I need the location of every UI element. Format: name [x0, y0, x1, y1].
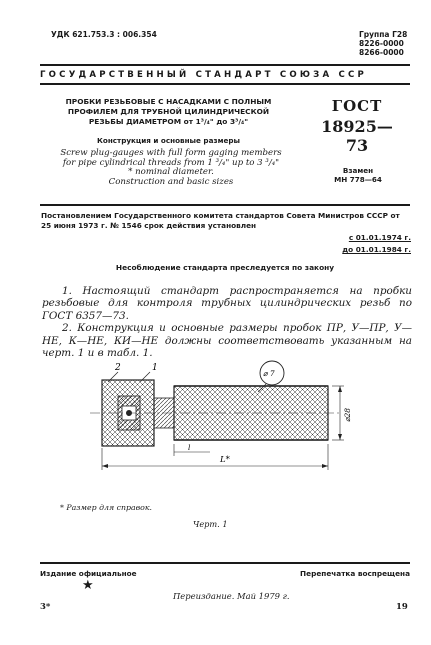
law-notice: Несоблюдение стандарта преследуется по закону — [115, 263, 335, 272]
footer-rule — [40, 562, 410, 564]
gost-number: 18925—73 — [321, 117, 393, 155]
title-rule — [40, 204, 410, 206]
subtitle-ru: Конструкция и основные размеры — [97, 136, 240, 145]
group-code-2: 8266-0000 — [359, 48, 404, 57]
group-codes — [359, 30, 407, 57]
gost-block — [312, 97, 402, 155]
plug-gauge-drawing — [60, 352, 360, 484]
udk-code: УДК 621.753.3 : 006.354 — [51, 30, 157, 39]
reprint-notice: Перепечатка воспрещена — [300, 569, 410, 578]
diameter-label: ⌀28 — [343, 407, 352, 422]
decree-text: Постановлением Государственного комитета стандартов Совета Министров СССР от 25 июня 1973 г. № 1546 срок действия установлен — [41, 211, 400, 230]
title-en-line-4: Construction and basic sizes — [108, 176, 234, 187]
label-1: 1 — [152, 363, 158, 373]
footnote: * Размер для справок. — [60, 503, 153, 512]
top-rule — [40, 64, 410, 66]
title-ru-line-3: РЕЗЬБЫ ДИАМЕТРОМ от 1³/₄" до 3³/₄" — [88, 117, 249, 127]
label-2: 2 — [115, 363, 121, 373]
title-ru-line-1: ПРОБКИ РЕЗЬБОВЫЕ С НАСАДКАМИ С ПОЛНЫМ — [65, 97, 272, 106]
date-to: до 01.01.1984 г. — [342, 245, 411, 254]
gost-label: ГОСТ — [331, 97, 383, 115]
threaded-body — [174, 386, 328, 440]
roughness-label: ⌀ 7 — [263, 369, 275, 378]
title-en-line-2: for pipe cylindrical threads from 1 ³/₄" up to 3 ³/₄" — [62, 157, 280, 168]
paragraph-2: 2. Конструкция и основные размеры пробок ПР, У—ПР, У—НЕ, К—НЕ, КИ—НЕ должны соответствовать указанным на черт. 1 и в табл. 1. — [42, 322, 412, 360]
star-icon: ★ — [82, 578, 94, 593]
reissue-note: Переиздание. Май 1979 г. — [173, 591, 290, 601]
paragraph-1: 1. Настоящий стандарт распространяется на пробки резьбовые для контроля трубных цилиндрических резьб по ГОСТ 6357—73. — [42, 285, 412, 322]
length-label: L* — [220, 455, 230, 465]
body-text — [42, 285, 412, 359]
replace-label: Взамен — [342, 166, 374, 175]
title-ru — [51, 97, 286, 128]
title-ru-line-2: ПРОФИЛЕМ ДЛЯ ТРУБНОЙ ЦИЛИНДРИЧЕСКОЙ — [67, 107, 270, 117]
page-number: 19 — [396, 602, 408, 612]
standard-bar: ГОСУДАРСТВЕННЫЙ СТАНДАРТ СОЮЗА ССР — [40, 70, 368, 80]
title-en — [51, 149, 291, 187]
group-label: Группа Г28 — [359, 30, 408, 39]
validity-dates — [299, 232, 411, 256]
title-en-line-1: Screw plug-gauges with full form gaging members — [60, 148, 282, 158]
page-mark-left: 3* — [40, 602, 51, 612]
replace-block — [318, 166, 398, 184]
replace-value: МН 778—64 — [334, 175, 382, 184]
figure-caption: Черт. 1 — [193, 519, 228, 529]
standard-rule — [40, 83, 410, 85]
edition-notice: Издание официальное — [40, 569, 137, 578]
date-from: с 01.01.1974 г. — [348, 233, 411, 242]
small-label: l — [188, 443, 191, 452]
title-en-line-3: * nominal diameter. — [128, 167, 214, 178]
group-code-1: 8226-0000 — [359, 39, 404, 48]
